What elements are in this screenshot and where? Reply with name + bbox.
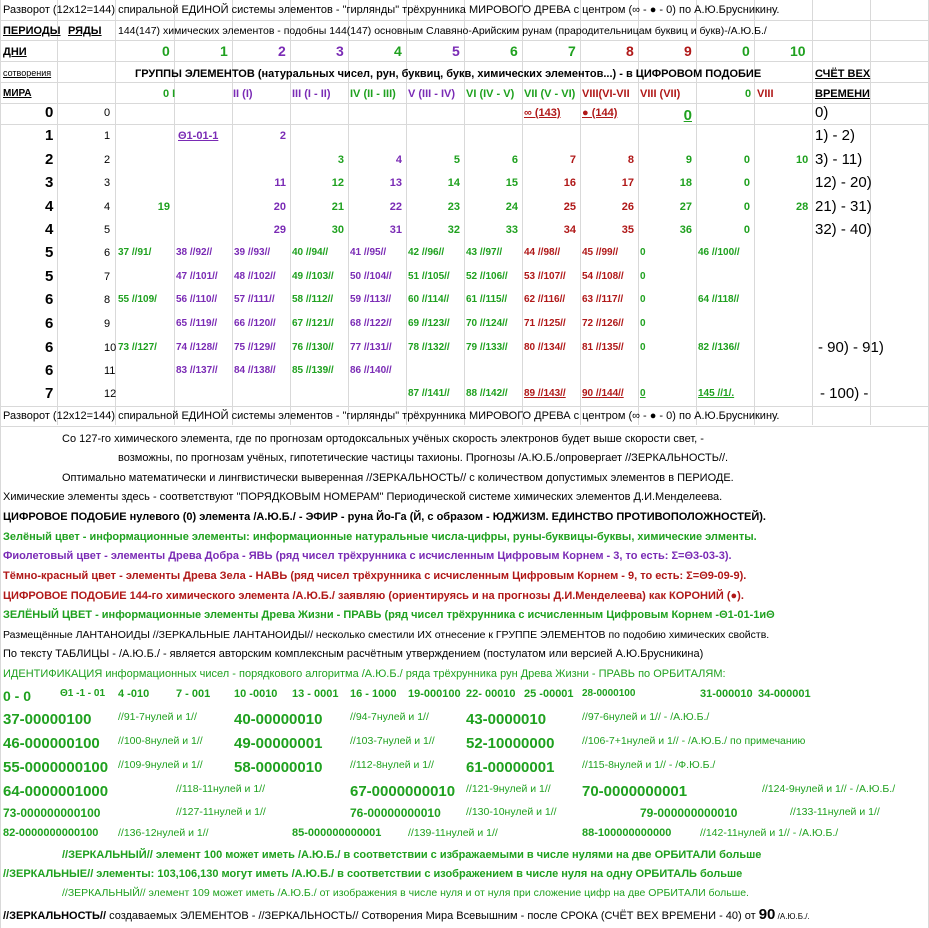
table-cell: 53 //107// — [524, 271, 566, 282]
ident-cell: //130-10нулей и 1// — [466, 806, 557, 818]
orbital-cell: 25 -00001 — [524, 688, 574, 700]
header-count: СЧЁТ ВЕХ — [815, 68, 871, 80]
table-cell: 55 //109/ — [118, 294, 157, 305]
header-time: ВРЕМЕНИ — [815, 88, 870, 100]
day-number: 1 — [220, 43, 228, 59]
group-label: II (I) — [233, 88, 253, 100]
text-line-7: Фиолетовый цвет - элементы Древа Добра - ЯВЬ (ряд чисел трёхрунника с исчисленным Цифровым Корнем - 3, то есть: Σ=Θ3-03-3). — [3, 550, 732, 562]
day-number: 4 — [394, 43, 402, 59]
ident-cell: 64-0000001000 — [3, 783, 109, 800]
text-line-9: ЦИФРОВОЕ ПОДОБИЕ 144-го химического элемента /А.Ю.Б./ заявляю (ориентируясь и на прогнозы Д.И.Менделеева) как КОРОНИЙ (●). — [3, 590, 744, 602]
orbital-cell: 34-000001 — [758, 688, 811, 700]
period-number: 4 — [45, 221, 54, 238]
text-line-2: возможны, по прогнозам учёных, гипотетические частицы тахионы. Прогнозы /А.Ю.Б./опровергает //ЗЕРКАЛЬНОСТЬ//. — [118, 452, 729, 464]
period-number: 7 — [45, 385, 54, 402]
day-number: 7 — [568, 43, 576, 59]
group-label: 0 I — [163, 88, 176, 100]
row-number: 2 — [104, 154, 111, 166]
group-label: VI (IV - V) — [466, 88, 515, 100]
ident-cell: //121-9нулей и 1// — [466, 783, 551, 795]
ident-cell: //115-8нулей и 1// - /Ф.Ю.Б./ — [582, 759, 716, 771]
row-number: 11 — [104, 365, 116, 377]
ident-cell: 79-000000000010 — [640, 806, 738, 820]
table-cell: 68 //122// — [350, 318, 392, 329]
table-cell: 48 //102// — [234, 271, 276, 282]
text-line-11: Размещённые ЛАНТАНОИДЫ //ЗЕРКАЛЬНЫЕ ЛАНТАНОИДЫ// несколько сместили ИХ отнесение к ГРУППЕ ЭЛЕМЕНТОВ по подобию химических свойств. — [3, 629, 770, 641]
row-number: 6 — [104, 247, 111, 259]
header-groups-title: ГРУППЫ ЭЛЕМЕНТОВ (натуральных чисел, рун, буквиц, букв, химических элементов...) - в ЦИФРОВОМ ПОДОБИЕ — [135, 68, 762, 80]
table-cell: 33 — [505, 224, 518, 236]
period-number: 0 — [45, 104, 54, 121]
table-cell: 0 — [683, 107, 692, 124]
table-cell: 22 — [389, 201, 402, 213]
ident-cell: //139-11нулей и 1// — [408, 827, 498, 839]
table-cell: 62 //116// — [524, 294, 566, 305]
period-number: 6 — [45, 291, 54, 308]
ident-cell: //91-7нулей и 1// — [118, 711, 197, 723]
ident-cell: //142-11нулей и 1// - /А.Ю.Б./ — [700, 827, 839, 839]
ident-cell: 49-00000001 — [234, 735, 323, 752]
table-cell: 86 //140// — [350, 365, 392, 376]
table-cell: 81 //135// — [582, 342, 624, 353]
orbital-cell: 28-0000100 — [582, 688, 636, 699]
group-label: VIII (VII) — [640, 88, 681, 100]
table-cell: 37 //91/ — [118, 247, 152, 258]
row-number: 7 — [104, 271, 111, 283]
table-cell: 61 //115// — [466, 294, 508, 305]
table-cell: 0 — [640, 271, 646, 282]
period-number: 2 — [45, 151, 54, 168]
text-line-13: ИДЕНТИФИКАЦИЯ информационных чисел - порядкового алгоритма /А.Ю.Б./ ряда трёхрунника рун Древа Жизни - ПРАВЬ по ОРБИТАЛЯМ: — [3, 668, 726, 680]
table-cell: Θ1-01-1 — [178, 130, 219, 142]
table-cell-extra: 10 — [796, 154, 809, 166]
table-cell: 83 //137// — [176, 365, 218, 376]
text-line-10: ЗЕЛЁНЫЙ ЦВЕТ - информационные элементы Древа Жизни - ПРАВЬ (ряд чисел трёхрунника с исчисленным Цифровым Корнем -Θ1-01-1иΘ — [3, 609, 775, 621]
period-number: 3 — [45, 174, 54, 191]
text-line-3: Оптимально математически и лингвистически выверенная //ЗЕРКАЛЬНОСТЬ// с количеством допустимых элементов в ПЕРИОДЕ. — [62, 472, 734, 484]
table-title-top: Разворот (12x12=144) спиральной ЕДИНОЙ системы элементов - "гирлянды" трёхрунника МИРОВОГО ДРЕВА с центром (∞ - ● - 0) по А.Ю.Брусникину. — [3, 4, 780, 16]
table-cell: 0 — [743, 177, 750, 189]
ident-cell: 70-0000000001 — [582, 783, 688, 800]
table-cell: 47 //101// — [176, 271, 218, 282]
text-line-12: По тексту ТАБЛИЦЫ - /А.Ю.Б./ - является авторским комплексным расчётным утверждением (постулатом или версией А.Ю.Брусникина) — [3, 648, 704, 660]
ident-cell: //94-7нулей и 1// — [350, 711, 429, 723]
group-label: VIII(VI-VII — [582, 88, 630, 100]
time-count: 12) - 20) — [815, 174, 872, 191]
period-number: 6 — [45, 315, 54, 332]
text-line-1: Со 127-го химического элемента, где по прогнозам ортодоксальных учёных скорость электронов будет выше скорости свет, - — [62, 433, 704, 445]
mirror-line-2: //ЗЕРКАЛЬНЫЕ// элементы: 103,106,130 могут иметь /А.Ю.Б./ в соответствии с изображением в числе нуля на одну ОРБИТАЛЬ больше — [3, 868, 743, 880]
table-cell: 21 — [331, 201, 344, 213]
table-cell: 73 //127/ — [118, 342, 157, 353]
row-number: 0 — [104, 107, 111, 119]
period-number: 1 — [45, 127, 54, 144]
table-cell: 41 //95// — [350, 247, 387, 258]
day-number: 6 — [510, 43, 518, 59]
ident-cell: 46-000000100 — [3, 735, 100, 752]
row-number: 9 — [104, 318, 111, 330]
time-count: 0) — [815, 104, 829, 121]
table-title-bottom: Разворот (12x12=144) спиральной ЕДИНОЙ системы элементов - "гирлянды" трёхрунника МИРОВОГО ДРЕВА с центром (∞ - ● - 0) по А.Ю.Брусникину. — [3, 410, 780, 422]
period-number: 5 — [45, 244, 54, 261]
ident-cell: 43-0000010 — [466, 711, 547, 728]
footer-author: /А.Ю.Б./. — [775, 912, 810, 921]
table-cell: 25 — [563, 201, 576, 213]
table-cell: 84 //138// — [234, 365, 276, 376]
table-cell: 57 //111// — [234, 294, 275, 305]
table-cell: 40 //94// — [292, 247, 329, 258]
day-number: 2 — [278, 43, 286, 59]
ident-cell: 88-100000000000 — [582, 827, 672, 839]
table-cell: 11 — [274, 177, 286, 189]
ident-cell: 85-000000000001 — [292, 827, 382, 839]
table-cell: 4 — [395, 154, 402, 166]
orbital-cell: 0 - 0 — [3, 688, 32, 704]
period-number: 5 — [45, 268, 54, 285]
header-rows: РЯДЫ — [68, 25, 102, 37]
orbital-cell: 19-000100 — [408, 688, 461, 700]
table-cell: 20 — [273, 201, 286, 213]
table-cell: 52 //106// — [466, 271, 508, 282]
orbital-cell: 22- 00010 — [466, 688, 516, 700]
table-cell-extra: 28 — [796, 201, 809, 213]
time-count: - 90) - 91) — [818, 339, 884, 356]
period-number: 4 — [45, 198, 54, 215]
table-cell: 5 — [453, 154, 460, 166]
text-line-4: Химические элементы здесь - соответствуют "ПОРЯДКОВЫМ НОМЕРАМ" Периодической системе химических элементов Д.И.Менделеева. — [3, 491, 723, 503]
table-cell: 65 //119// — [176, 318, 218, 329]
ident-cell: 82-0000000000100 — [3, 827, 99, 839]
table-cell: 88 //142// — [466, 388, 508, 399]
row-number: 8 — [104, 294, 111, 306]
table-cell: 3 — [337, 154, 344, 166]
table-cell: 56 //110// — [176, 294, 218, 305]
ident-cell: //97-6нулей и 1// - /А.Ю.Б./ — [582, 711, 710, 723]
orbital-cell: 7 - 001 — [176, 688, 211, 700]
table-cell: 24 — [505, 201, 518, 213]
ident-cell: 40-00000010 — [234, 711, 323, 728]
table-cell: 0 — [743, 201, 750, 213]
mirror-line-1: //ЗЕРКАЛЬНЫЙ// элемент 100 может иметь /А.Ю.Б./ в соответствии с избражаемыми в числе нулями на две ОРБИТАЛИ больше — [62, 849, 762, 861]
ident-cell: 37-00000100 — [3, 711, 92, 728]
day-number: 0 — [162, 43, 170, 59]
ident-cell: //109-9нулей и 1// — [118, 759, 203, 771]
ident-cell: 55-0000000100 — [3, 759, 109, 776]
ident-cell: //133-11нулей и 1// — [790, 806, 880, 818]
table-cell: 145 //1/. — [698, 388, 735, 399]
table-cell: 12 — [331, 177, 344, 189]
table-cell: 0 — [743, 154, 750, 166]
table-cell: 75 //129// — [234, 342, 276, 353]
table-cell: 78 //132// — [408, 342, 450, 353]
table-cell: 0 — [640, 342, 646, 353]
period-number: 6 — [45, 339, 54, 356]
table-cell: 38 //92// — [176, 247, 213, 258]
row-number: 5 — [104, 224, 111, 236]
time-count: - 100) - — [820, 385, 869, 402]
table-cell: 49 //103// — [292, 271, 334, 282]
ident-cell: //112-8нулей и 1// — [350, 759, 434, 771]
table-cell: 50 //104// — [350, 271, 392, 282]
table-cell: 90 //144// — [582, 388, 624, 399]
ident-cell: //124-9нулей и 1// - /А.Ю.Б./ — [762, 783, 896, 795]
table-cell: 67 //121// — [292, 318, 334, 329]
table-cell: 30 — [331, 224, 344, 236]
ident-cell: //106-7+1нулей и 1// - /А.Ю.Б./ по примечанию — [582, 735, 806, 747]
orbital-cell: 4 -010 — [118, 688, 150, 700]
text-line-6: Зелёный цвет - информационные элементы: информационные натуральные числа-цифры, руны-буквицы-буквы, химические элменты. — [3, 531, 757, 543]
table-cell: 2 — [279, 130, 286, 142]
table-cell: 85 //139// — [292, 365, 334, 376]
text-line-5: ЦИФРОВОЕ ПОДОБИЕ нулевого (0) элемента /А.Ю.Б./ - ЭФИР - руна Йо-Га (Й, с образом - ЮДЖИЗМ. ЕДИНСТВО ПРОТИВОПОЛОЖНОСТЕЙ). — [3, 511, 766, 523]
table-cell: 9 — [685, 154, 692, 166]
group-label: IV (II - III) — [350, 88, 396, 100]
row-number: 10 — [104, 342, 117, 354]
text-line-8: Тёмно-красный цвет - элементы Древа Зела - НАВЬ (ряд чисел трёхрунника с исчисленным Цифровым Корнем - 9, то есть: Σ=Θ9-09-9). — [3, 570, 747, 582]
table-cell: 60 //114// — [408, 294, 450, 305]
table-cell: 0 — [640, 388, 646, 399]
table-cell: 6 — [511, 154, 518, 166]
table-cell: 31 — [389, 224, 402, 236]
mirror-line-3: //ЗЕРКАЛЬНЫЙ// элемент 109 может иметь /А.Ю.Б./ от изображения в числе нуля и от нуля при сложение цифр на две ОРБИТАЛИ больше. — [62, 887, 749, 899]
table-cell: 77 //131// — [350, 342, 392, 353]
group-label: III (I - II) — [292, 88, 331, 100]
table-cell: 29 — [273, 224, 286, 236]
table-cell: 89 //143// — [524, 388, 566, 399]
table-cell: 87 //141// — [408, 388, 450, 399]
table-cell: 8 — [627, 154, 634, 166]
group-label: VII (V - VI) — [524, 88, 576, 100]
table-cell: 0 — [743, 224, 750, 236]
table-cell: 35 — [621, 224, 634, 236]
table-cell: 19 — [157, 201, 170, 213]
ident-cell: 76-00000000010 — [350, 806, 441, 820]
table-cell: 82 //136// — [698, 342, 740, 353]
group-label: V (III - IV) — [408, 88, 456, 100]
table-cell: ∞ (143) — [524, 107, 561, 119]
table-cell: 74 //128// — [176, 342, 218, 353]
footer-number: 90 — [758, 906, 776, 923]
header-world: МИРА — [3, 88, 32, 99]
table-cell: 58 //112// — [292, 294, 334, 305]
row-number: 4 — [104, 201, 111, 213]
row-number: 3 — [104, 177, 111, 189]
period-number: 6 — [45, 362, 54, 379]
time-count: 1) - 2) — [815, 127, 856, 144]
table-cell: 76 //130// — [292, 342, 334, 353]
table-cell: 71 //125// — [524, 318, 566, 329]
table-cell: 80 //134// — [524, 342, 566, 353]
orbital-cell: Θ1 -1 - 01 — [60, 688, 106, 699]
ident-cell: 73-000000000100 — [3, 806, 101, 820]
table-cell: 66 //120// — [234, 318, 276, 329]
table-cell: 26 — [621, 201, 634, 213]
table-cell: 45 //99// — [582, 247, 619, 258]
table-cell: 0 — [640, 247, 646, 258]
ident-cell: //100-8нулей и 1// — [118, 735, 203, 747]
table-cell: 16 — [563, 177, 576, 189]
header-days: ДНИ — [3, 46, 27, 58]
table-cell: 70 //124// — [466, 318, 508, 329]
table-cell: 17 — [621, 177, 634, 189]
group-label: 0 — [745, 88, 752, 100]
table-cell: 14 — [447, 177, 460, 189]
ident-cell: //103-7нулей и 1// — [350, 735, 435, 747]
ident-cell: 61-00000001 — [466, 759, 555, 776]
table-cell: 42 //96// — [408, 247, 445, 258]
ident-cell: 52-10000000 — [466, 735, 555, 752]
table-cell: 46 //100// — [698, 247, 740, 258]
table-cell: 39 //93// — [234, 247, 271, 258]
group-label: VIII — [757, 88, 774, 100]
table-cell: 32 — [447, 224, 460, 236]
time-count: 3) - 11) — [815, 151, 863, 168]
table-cell: 13 — [389, 177, 402, 189]
table-cell: 7 — [569, 154, 576, 166]
day-number: 0 — [742, 43, 750, 59]
table-cell: 44 //98// — [524, 247, 561, 258]
ident-cell: //127-11нулей и 1// — [176, 806, 266, 818]
table-cell: 15 — [505, 177, 518, 189]
ident-cell: 58-00000010 — [234, 759, 323, 776]
table-cell: 34 — [563, 224, 576, 236]
table-cell: 64 //118// — [698, 294, 740, 305]
time-count: 32) - 40) — [815, 221, 872, 238]
table-cell: 51 //105// — [408, 271, 450, 282]
day-number: 9 — [684, 43, 692, 59]
header-subtitle: 144(147) химических элементов - подобны 144(147) основным Славяно-Арийским рунам (прародительницам буквиц и букв)-/А.Ю.Б./ — [118, 25, 767, 37]
ident-cell: 67-0000000010 — [350, 783, 456, 800]
ident-cell: //118-11нулей и 1// — [176, 783, 265, 795]
row-number: 12 — [104, 388, 117, 400]
footer-mirror: //ЗЕРКАЛЬНОСТЬ// — [3, 910, 107, 922]
day-number: 10 — [790, 43, 806, 59]
table-cell: 63 //117// — [582, 294, 624, 305]
header-periods: ПЕРИОДЫ — [3, 25, 61, 37]
orbital-cell: 13 - 0001 — [292, 688, 339, 700]
table-cell: 23 — [447, 201, 460, 213]
footer-line — [3, 906, 810, 923]
table-cell: 0 — [640, 294, 646, 305]
table-cell: ● (144) — [582, 107, 618, 119]
table-cell: 54 //108// — [582, 271, 624, 282]
table-cell: 72 //126// — [582, 318, 624, 329]
orbital-cell: 10 -0010 — [234, 688, 278, 700]
table-cell: 59 //113// — [350, 294, 392, 305]
table-cell: 69 //123// — [408, 318, 450, 329]
table-cell: 43 //97// — [466, 247, 503, 258]
header-creation: сотворения — [3, 68, 52, 78]
row-number: 1 — [104, 130, 111, 142]
footer-text: создаваемых ЭЛЕМЕНТОВ - //ЗЕРКАЛЬНОСТЬ// Сотворения Мира Всевышним - после СРОКА (СЧЁТ ВЕХ ВРЕМЕНИ - 40) от — [106, 910, 759, 922]
table-cell: 0 — [640, 318, 646, 329]
ident-cell: //136-12нулей и 1// — [118, 827, 209, 839]
day-number: 8 — [626, 43, 634, 59]
table-cell: 79 //133// — [466, 342, 508, 353]
orbital-cell: 31-000010 — [700, 688, 753, 700]
day-number: 3 — [336, 43, 344, 59]
orbital-cell: 16 - 1000 — [350, 688, 397, 700]
table-cell: 18 — [679, 177, 692, 189]
table-cell: 36 — [679, 224, 692, 236]
day-number: 5 — [452, 43, 460, 59]
time-count: 21) - 31) — [815, 198, 872, 215]
table-cell: 27 — [679, 201, 692, 213]
